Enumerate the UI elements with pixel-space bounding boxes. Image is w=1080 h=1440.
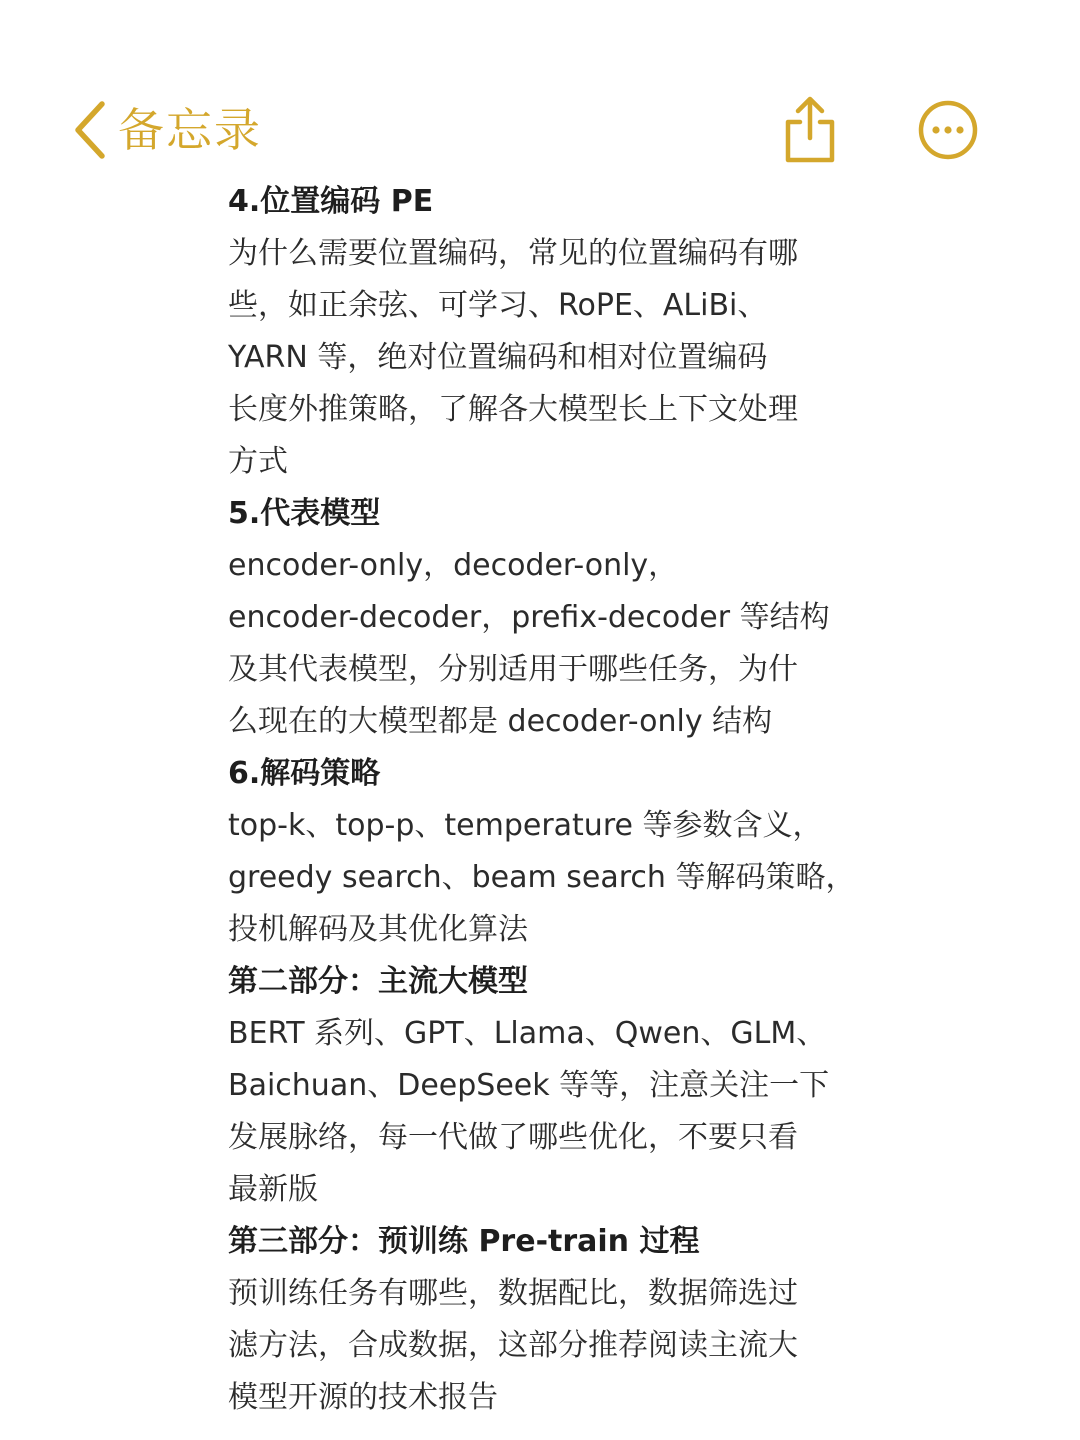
note-text-line: 最新版 [228, 1172, 318, 1207]
note-heading: 5.代表模型 [228, 496, 381, 531]
note-body[interactable] [228, 176, 868, 1424]
share-button[interactable] [780, 94, 840, 164]
note-text-line: encoder-decoder，prefix-decoder 等结构 [228, 600, 830, 635]
note-text-line: YARN 等，绝对位置编码和相对位置编码 [228, 340, 768, 375]
note-text-line: 投机解码及其优化算法 [228, 912, 528, 947]
note-text-line: 滤方法，合成数据，这部分推荐阅读主流大 [228, 1328, 798, 1363]
back-label: 备忘录 [118, 103, 262, 157]
note-text-line: encoder-only，decoder-only， [228, 548, 679, 583]
more-options-button[interactable] [916, 98, 980, 162]
note-text-line: top-k、top-p、temperature 等参数含义， [228, 808, 823, 843]
note-text-line: 么现在的大模型都是 decoder-only 结构 [228, 704, 773, 739]
note-text-line: BERT 系列、GPT、Llama、Qwen、GLM、 [228, 1016, 827, 1051]
note-text-line: 长度外推策略，了解各大模型长上下文处理 [228, 392, 798, 427]
note-text-line: 及其代表模型，分别适用于哪些任务，为什 [228, 652, 798, 687]
note-heading: 第三部分：预训练 Pre-train 过程 [228, 1224, 700, 1259]
note-heading: 6.解码策略 [228, 756, 381, 791]
note-text-line: 为什么需要位置编码，常见的位置编码有哪 [228, 236, 798, 271]
note-text-line: 预训练任务有哪些，数据配比，数据筛选过 [228, 1276, 798, 1311]
chevron-left-icon [72, 100, 108, 160]
back-button[interactable] [72, 98, 262, 162]
note-text-line: Baichuan、DeepSeek 等等，注意关注一下 [228, 1068, 830, 1103]
note-heading: 第二部分：主流大模型 [228, 964, 528, 999]
more-options-icon [916, 147, 980, 166]
share-icon [780, 149, 840, 168]
note-heading: 4.位置编码 PE [228, 184, 434, 219]
navigation-bar [0, 88, 1080, 172]
note-text-line: greedy search、beam search 等解码策略， [228, 860, 856, 895]
note-text-line: 模型开源的技术报告 [228, 1380, 498, 1415]
note-text-line: 些，如正余弦、可学习、RoPE、ALiBi、 [228, 288, 768, 323]
note-text-line: 方式 [228, 444, 288, 479]
note-text-line: 发展脉络，每一代做了哪些优化，不要只看 [228, 1120, 798, 1155]
